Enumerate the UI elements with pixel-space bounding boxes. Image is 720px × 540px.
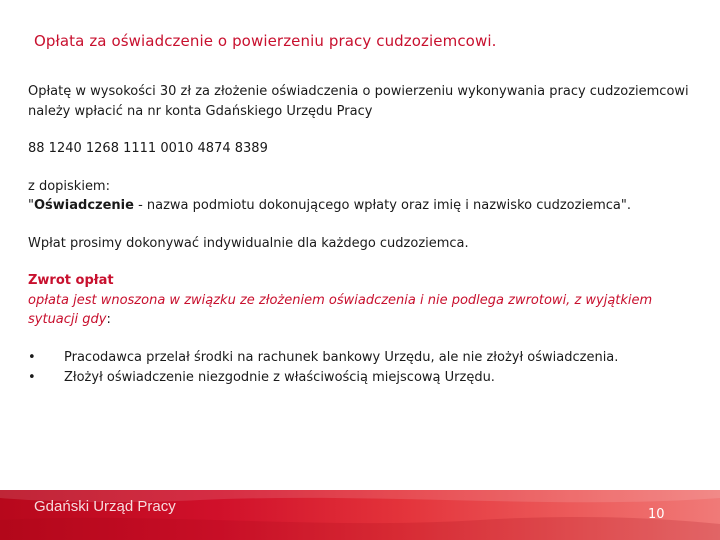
note-label: z dopiskiem: bbox=[28, 178, 110, 194]
note-text bbox=[28, 196, 698, 216]
main-content bbox=[28, 82, 698, 388]
list-item bbox=[28, 348, 698, 368]
refund-text-line bbox=[28, 291, 698, 330]
organization-logo: Gdański Urząd Pracy bbox=[34, 498, 176, 515]
note-bold-word: Oświadczenie bbox=[33, 198, 134, 213]
list-item-text: Pracodawca przelał środki na rachunek bankowy Urzędu, ale nie złożył oświadczenia. bbox=[64, 349, 619, 365]
account-number: 88 1240 1268 1111 0010 4874 8389 bbox=[28, 141, 268, 156]
refund-heading: Zwrot opłat bbox=[28, 273, 114, 288]
page-title: Opłata za oświadczenie o powierzeniu pracy cudzoziemcowi. bbox=[34, 32, 497, 50]
page-number: 10 bbox=[648, 507, 665, 522]
bullet-icon: • bbox=[28, 369, 36, 385]
note-open-quote: " bbox=[28, 198, 34, 213]
note-block bbox=[28, 177, 698, 216]
list-item-text: Złożył oświadczenie niezgodnie z właściwością miejscową Urzędu. bbox=[64, 369, 495, 385]
footer-bar bbox=[0, 490, 720, 540]
individual-payment-note: Wpłat prosimy dokonywać indywidualnie dla każdego cudzoziemca. bbox=[28, 235, 469, 251]
refund-text: opłata jest wnoszona w związku ze złożeniem oświadczenia i nie podlega zwrotowi, z wyjątkiem sytuacji gdy bbox=[28, 292, 653, 327]
intro-paragraph: Opłatę w wysokości 30 zł za złożenie oświadczenia o powierzeniu wykonywania pracy cudzoziemcowi należy wpłacić na nr konta Gdańskiego Urzędu Pracy bbox=[28, 84, 689, 119]
refund-colon: : bbox=[106, 312, 111, 327]
refund-block bbox=[28, 271, 698, 330]
list-item bbox=[28, 368, 698, 388]
note-rest: - nazwa podmiotu dokonującego wpłaty oraz imię i nazwisko cudzoziemca". bbox=[133, 198, 631, 213]
refund-exceptions-list bbox=[28, 348, 698, 388]
bullet-icon: • bbox=[28, 349, 36, 365]
